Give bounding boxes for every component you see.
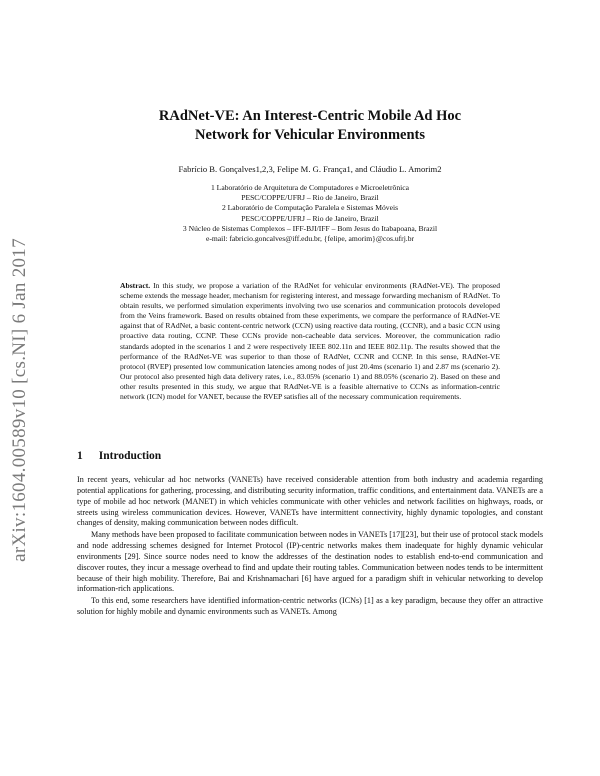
abstract-label: Abstract. [120,281,151,290]
abstract-text: In this study, we propose a variation of the RAdNet for vehicular environments (RAdNet-VE). The proposed scheme extends the message header, mechanism for registering interest, and message forwarding mechanism of RAdNet. To obtain results, we performed simulation experiments involving two use scenarios and communication protocols developed from the Veins framework. Based on results obtained from these experiments, we compare the performance of RAdNet-VE against that of RAdNet, a basic content-centric network (CCN) using reactive data routing, (CCNR), and a basic CCN using proactive data routing, CCNP. These CCNs provide non-cacheable data services. Moreover, the communication radio standards adopted in the scenarios 1 and 2 were respectively IEEE 802.11n and IEEE 802.11p. The results showed that the performance of the RAdNet-VE was superior to than those of RAdNet, CCNR and CCNP. In this sense, RAdNet-VE protocol (RVEP) presented low communication latencies among nodes of just 20.4ms (scenario 1) and 2.87 ms (scenario 2). Our protocol also presented high data delivery rates, i.e., 83.05% (scenario 1) and 88.05% (scenario 2). Based on these and other results presented in this study, we argue that RAdNet-VE is a feasible alternative to CCNs as information-centric network (ICN) model for VANET, because the RVEP satisfies all of the necessary communication requirements. [120,281,500,402]
contact-email: e-mail: fabricio.goncalves@iff.edu.br, {felipe, amorim}@cos.ufrj.br [205,234,415,244]
affiliation-line: PESC/COPPE/UFRJ – Rio de Janeiro, Brazil [241,213,379,223]
paragraph: To this end, some researchers have identified information-centric networks (ICNs) [1] as a key paradigm, because they offer an attractive solution for highly mobile and dynamic environments such as VANETs. Among [77,596,543,617]
paper-title: RAdNet-VE: An Interest-Centric Mobile Ad Hoc Network for Vehicular Environments [158,108,462,143]
paragraph: In recent years, vehicular ad hoc networks (VANETs) have received considerable attention from both industry and academia regarding potential applications for gathering, processing, and distributing security information, traffic conditions, and entertainment data. VANETs are a type of mobile ad hoc network (MANET) in which vehicles communicate with other vehicles and network facilities on highways, roads, or streets using wireless communication devices. However, VANETs have intermittent connectivity, highly dynamic topologies, and constant changes of density, making communication between nodes difficult. [77,475,543,528]
arxiv-stamp-text: arXiv:1604.00589v10 [cs.NI] 6 Jan 2017 [9,238,31,562]
affiliation-line: 3 Núcleo de Sistemas Complexos – IFF-BJI/IFF – Bom Jesus do Itabapoana, Brazil [182,223,438,233]
paragraph: Many methods have been proposed to facilitate communication between nodes in VANETs [17][23], but their use of protocol stack models and node addressing schemes designed for Internet Protocol (IP)-centric networks makes them inadequate for highly dynamic vehicular environments [29]. Since source nodes need to know the addresses of the destination nodes to establish end-to-end communication and discover routes, they incur a message overhead to find and update their routing tables. Communication between nodes tends to be intermittent because of their high mobility. Therefore, Bai and Krishnamachari [6] have argued for a paradigm shift in vehicular networking to develop information-rich applications. [77,530,543,594]
affiliation-line: 1 Laboratório de Arquitetura de Computadores e Microeletrônica [210,183,409,192]
section-title: Introduction [98,450,162,462]
affiliation-line: 2 Laboratório de Computação Paralela e Sistemas Móveis [221,203,399,213]
section-heading [77,450,161,462]
affiliation-line: PESC/COPPE/UFRJ – Rio de Janeiro, Brazil [241,193,379,203]
section-number: 1 [77,450,83,462]
body-text [77,475,543,619]
author-list: Fabrício B. Gonçalves1,2,3, Felipe M. G. França1, and Cláudio L. Amorim2 [178,164,442,174]
abstract [120,281,500,402]
affiliations [140,183,480,244]
arxiv-stamp [2,215,38,585]
